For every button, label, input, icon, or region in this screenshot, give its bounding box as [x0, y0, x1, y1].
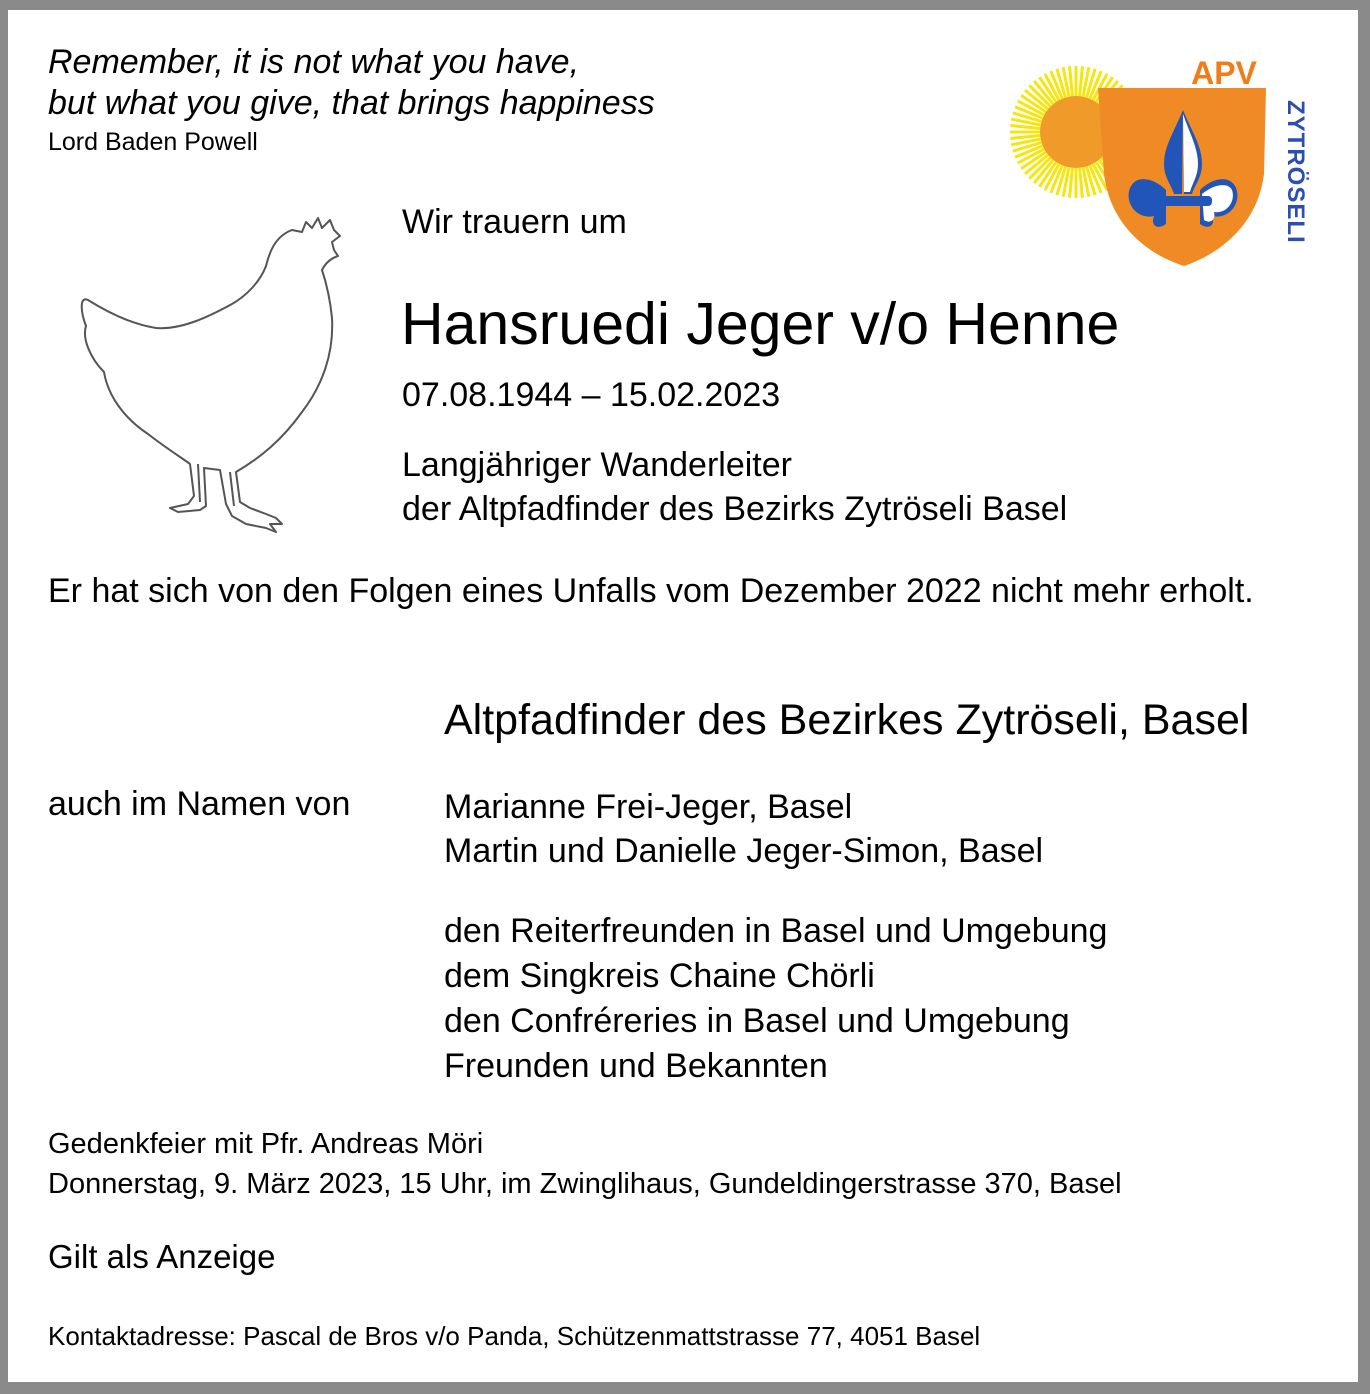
memorial-info: [48, 1124, 1122, 1204]
notice-text: Gilt als Anzeige: [48, 1238, 276, 1275]
sun-ray: [1070, 66, 1073, 96]
contact-address: Kontaktadresse: Pascal de Bros v/o Panda, Schützenmattstrasse 77, 4051 Basel: [48, 1321, 981, 1351]
sun-ray: [1080, 168, 1083, 198]
sun-ray: [1070, 168, 1073, 198]
organization-signature: Altpfadfinder des Bezirkes Zytröseli, Basel: [444, 696, 1250, 744]
behalf-label: auch im Namen von: [48, 785, 351, 823]
obituary-card: [8, 10, 1358, 1382]
memorial-line-1: Gedenkfeier mit Pfr. Andreas Möri: [48, 1128, 484, 1160]
memorial-line-2: Donnerstag, 9. März 2023, 15 Uhr, im Zwinglihaus, Gundeldingerstrasse 370, Basel: [48, 1168, 1122, 1200]
sun-ray: [1010, 136, 1040, 139]
death-circumstance: Er hat sich von den Folgen eines Unfalls vom Dezember 2022 nicht mehr erholt.: [48, 572, 1254, 610]
role-description: [402, 443, 1067, 531]
group-item: den Reiterfreunden in Basel und Umgebung: [444, 912, 1108, 950]
group-item: den Confréreries in Basel und Umgebung: [444, 1002, 1070, 1040]
life-dates: 07.08.1944 – 15.02.2023: [402, 376, 781, 414]
chicken-outline-icon: [70, 206, 360, 538]
quote: [48, 42, 655, 124]
group-item: dem Singkreis Chaine Chörli: [444, 957, 875, 995]
role-line-2: der Altpfadfinder des Bezirks Zytröseli Basel: [402, 490, 1068, 528]
sun-ray: [1010, 126, 1040, 129]
apv-zytroeseli-logo: [1006, 54, 1318, 278]
relative-item: Marianne Frei-Jeger, Basel: [444, 788, 853, 826]
deceased-name: Hansruedi Jeger v/o Henne: [401, 291, 1120, 357]
relative-item: Martin und Danielle Jeger-Simon, Basel: [444, 832, 1044, 870]
relatives-list: [444, 785, 1043, 873]
logo-vertical-text: ZYTRÖSELI: [1282, 100, 1309, 244]
quote-author: Lord Baden Powell: [48, 128, 258, 156]
group-item: Freunden und Bekannten: [444, 1047, 828, 1085]
mourn-intro: Wir trauern um: [402, 203, 627, 241]
quote-line-1: Remember, it is not what you have,: [48, 43, 580, 81]
groups-list: [444, 909, 1107, 1089]
quote-line-2: but what you give, that brings happiness: [48, 84, 655, 122]
role-line-1: Langjähriger Wanderleiter: [402, 446, 792, 484]
sun-ray: [1080, 66, 1083, 96]
logo-abbr: APV: [1191, 55, 1257, 91]
